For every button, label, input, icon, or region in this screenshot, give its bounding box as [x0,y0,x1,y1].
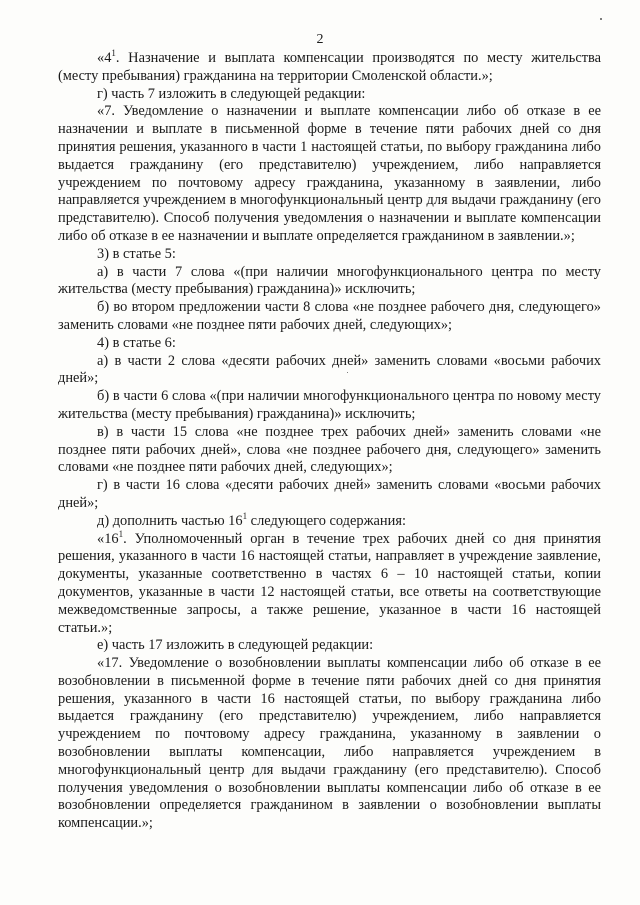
paragraph-article-6: 4) в статье 6: [97,334,176,351]
paragraph-g-part-7: г) часть 7 изложить в следующей редакции: [97,85,366,102]
paragraph-article-6-d: д) дополнить частью $16^1$ следующего содержания: [97,510,406,529]
paragraph-article-6-b: б) в части 6 слова «(при наличии многофункционального центра по новому месту жительства (месту пребывания) гражданина)» исключить; [58,388,601,422]
paragraph-article-6-e: е) часть 17 изложить в следующей редакции: [97,637,374,654]
paragraph-article-5-b: б) во втором предложении части 8 слова «не позднее рабочего дня, следующего» заменить словами «не позднее пяти рабочих дней, следующих»; [58,299,601,333]
scan-speck [347,372,348,373]
paragraph-article-6-g: г) в части 16 слова «десяти рабочих дней» заменить словами «восьми рабочих дней»; [58,477,601,511]
paragraph-article-5-a: а) в части 7 слова «(при наличии многофункционального центра по месту жительства (месту пребывания) гражданина)» исключить; [58,263,601,298]
paragraph-article-5: 3) в статье 5: [97,245,176,262]
paragraph-part-17-text: «17. Уведомление о возобновлении выплаты компенсации либо об отказе в ее возобновлении в письменной форме в течение пяти рабочих дней со дня принятия решения, указанного в части 16 настоящей статьи, по выбору гражданина либо выдается гражданину (его представителю) учреждением, либо направляется учреждением по почтовому адресу гражданина, указанному в заявлении о возобновлении выплаты компенсации, либо направляется учреждением в многофункциональный центр для выдачи гражданину (его представителю). Способ получения уведомления о возобновлении выплаты компенсации либо об отказе в ее возобновлении определяется гражданином в заявлении о возобновлении выплаты компенсации.»; [58,655,601,832]
paragraph-article-6-a: а) в части 2 слова «десяти рабочих дней» заменить словами «восьми рабочих дней»; [58,352,601,387]
paragraph-article-6-v: в) в части 15 слова «не позднее трех рабочих дней» заменить словами «не позднее пяти рабочих дней», слова «не позднее рабочего дня, следующего» заменить словами «не позднее пяти рабочих дней, следующих»; [58,423,601,476]
document-body [58,50,601,833]
page-number: 2 [316,32,324,47]
scan-speck [600,18,602,20]
paragraph-4-1: «$4^1$. Назначение и выплата компенсации производятся по месту жительства (месту пребывания) гражданина на территории Смоленской области.»; [58,48,601,84]
paragraph-part-7-text: «7. Уведомление о назначении и выплате компенсации либо об отказе в ее назначении и выплате в письменной форме в течение пяти рабочих дней со дня принятия решения, указанного в части 1 настоящей статьи, по выбору гражданина либо выдается гражданину (его представителю) учреждением, либо направляется учреждением по почтовому адресу гражданина, указанному в заявлении, либо направляется учреждением в многофункциональный центр для выдачи гражданину (его представителю). Способ получения уведомления о назначении и выплате компенсации либо об отказе в ее назначении и выплате определяется гражданином в заявлении.»; [58,103,601,244]
paragraph-part-16-1-text: «$16^1$. Уполномоченный орган в течение трех рабочих дней со дня принятия решения, указанного в части 16 настоящей статьи, направляет в учреждение заявление, документы, указанные соответственно в частях 6 – 10 настоящей статьи, копии документов, указанные в части 12 настоящей статьи, все ответы на соответствующие межведомственные запросы, а также решение, указанное в части 16 настоящей статьи.»; [58,528,601,636]
